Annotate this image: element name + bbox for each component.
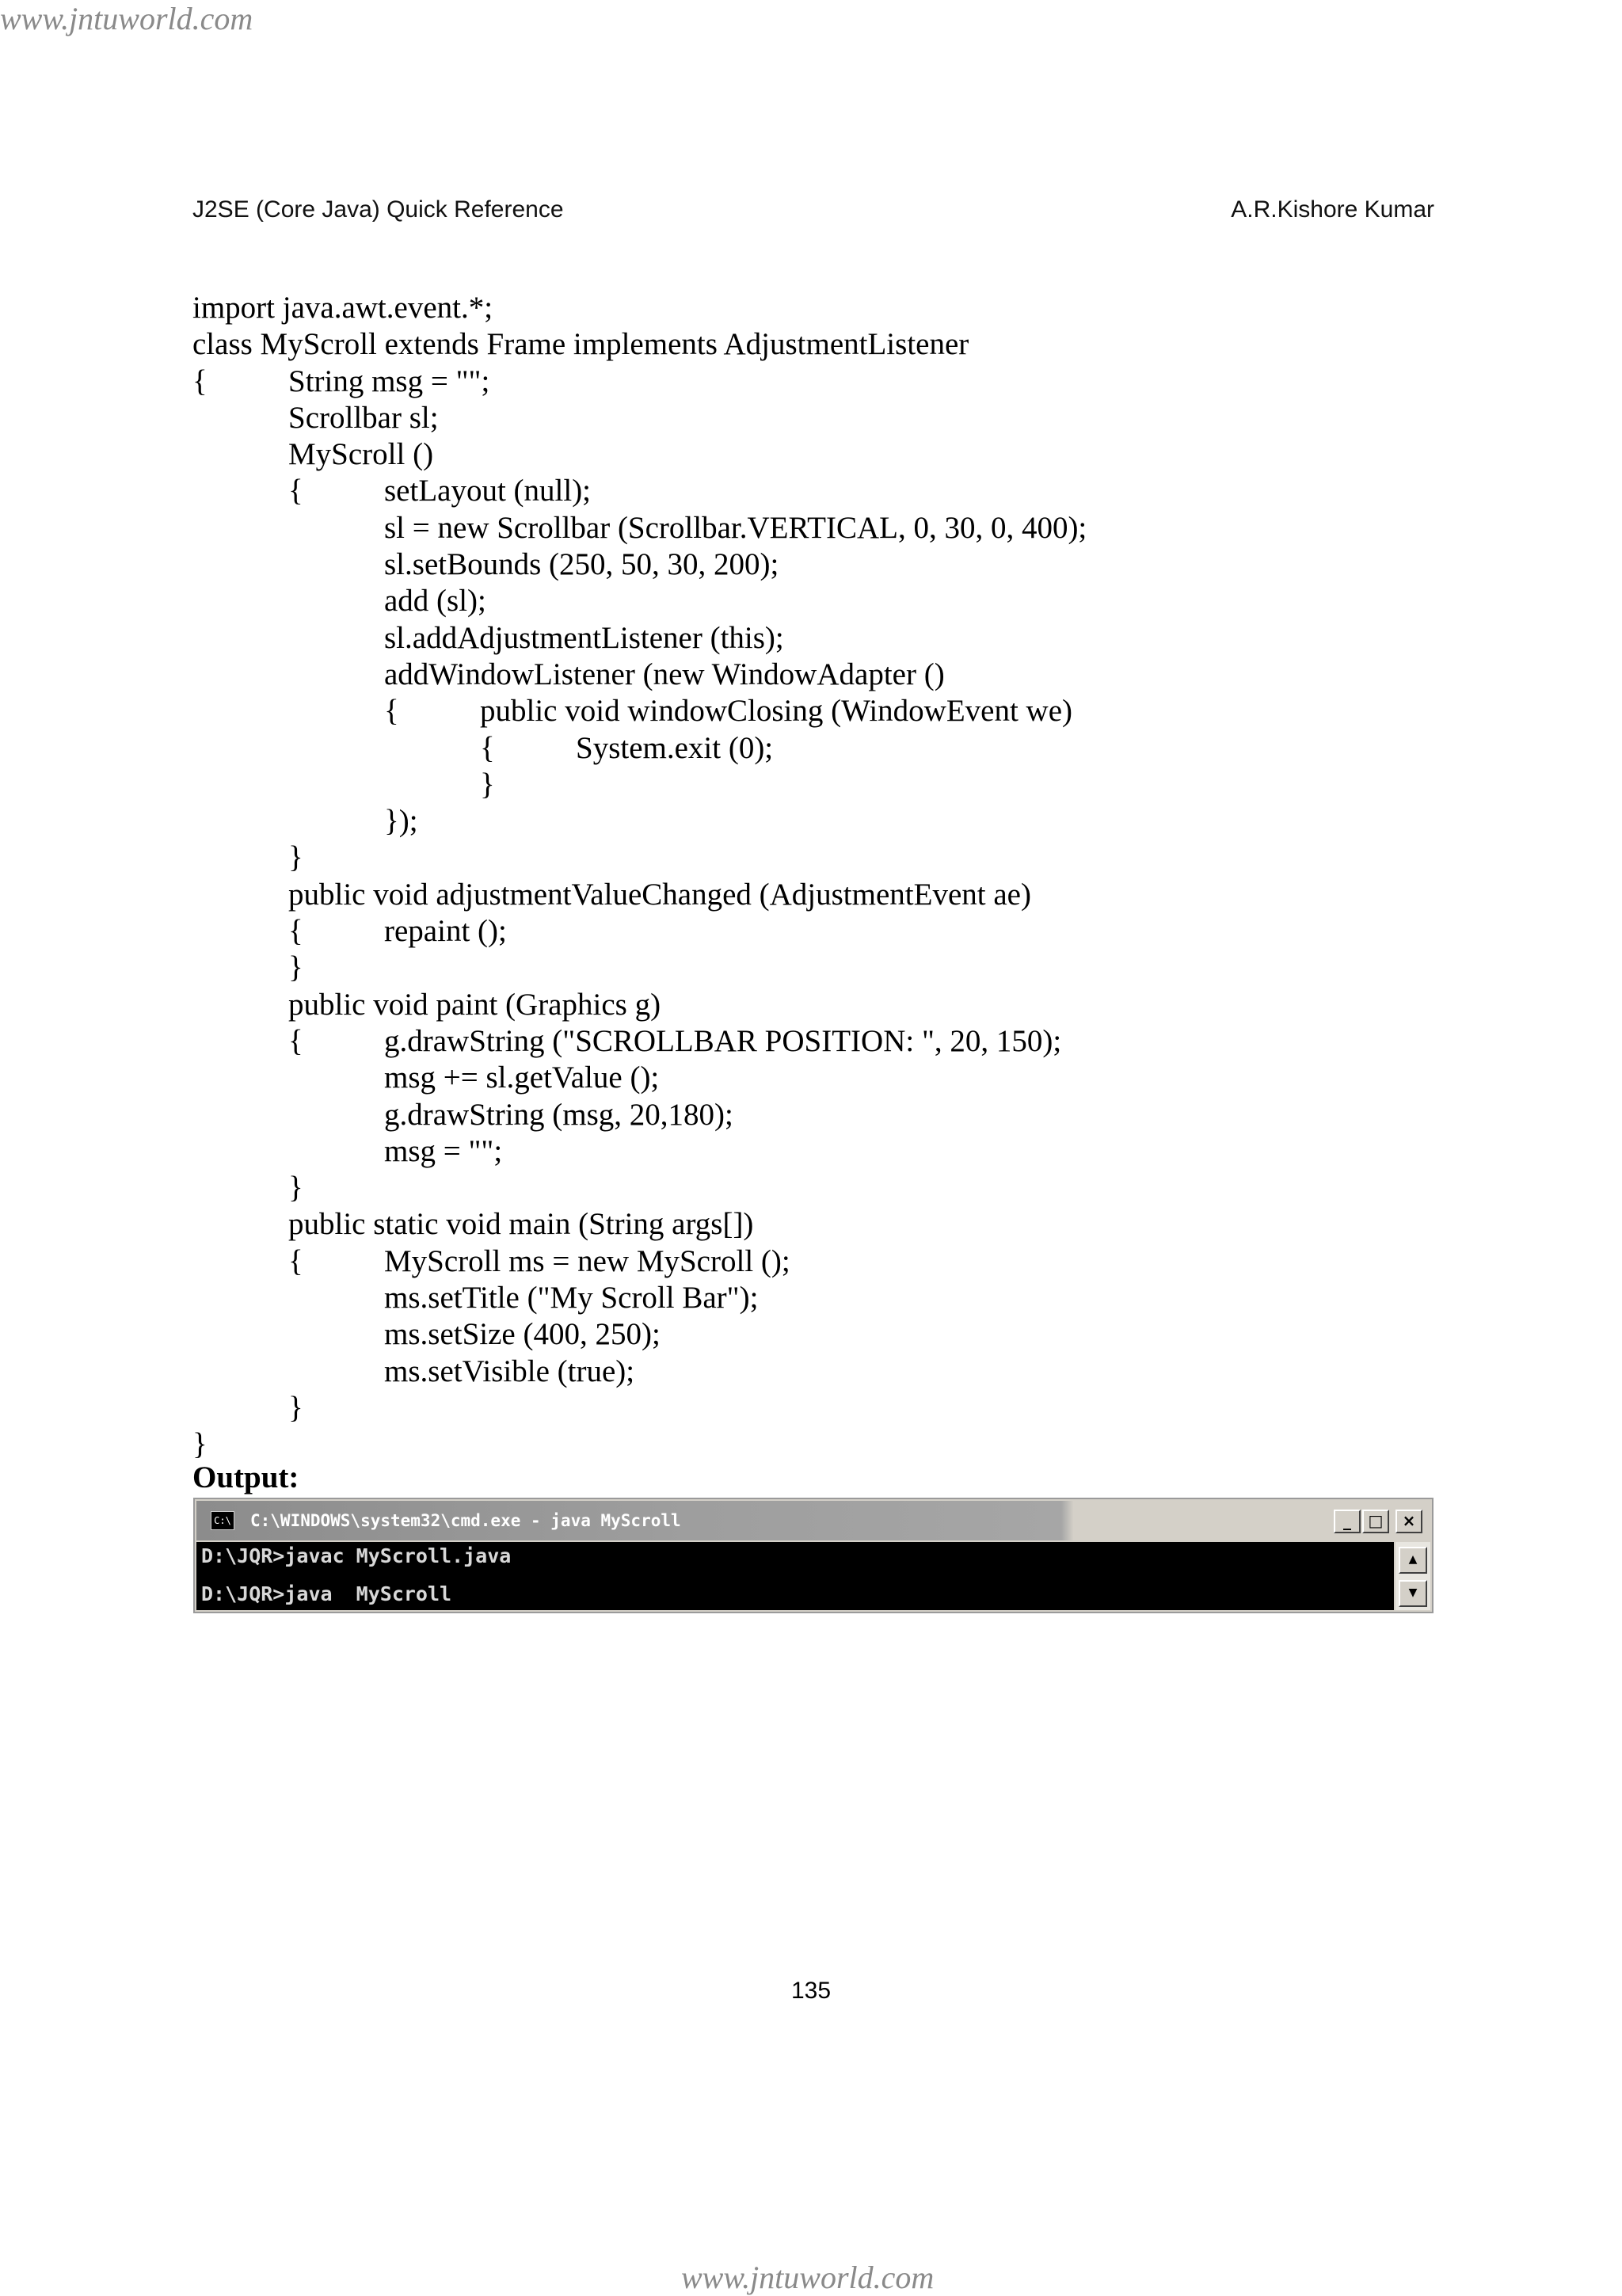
code-text: Scrollbar sl; — [288, 400, 439, 435]
header-book-title: J2SE (Core Java) Quick Reference — [192, 196, 564, 223]
console-window — [193, 1498, 1434, 1613]
code-line — [192, 400, 1434, 436]
code-line — [192, 693, 1434, 729]
code-text: setLayout (null); — [384, 474, 592, 508]
code-text: MyScroll () — [288, 437, 434, 472]
code-line — [192, 950, 1434, 986]
code-text: String msg = ""; — [288, 364, 490, 398]
code-line — [192, 1426, 1434, 1463]
code-brace: } — [288, 1390, 303, 1425]
code-text: g.drawString ("SCROLLBAR POSITION: ", 20, 150); — [384, 1023, 1062, 1058]
code-text: sl.setBounds (250, 50, 30, 200); — [384, 547, 779, 582]
code-line — [192, 730, 1434, 767]
watermark-bottom: www.jntuworld.com — [681, 2260, 935, 2295]
close-button[interactable]: × — [1395, 1510, 1422, 1533]
code-text: sl.addAdjustmentListener (this); — [384, 620, 784, 655]
code-brace: { — [288, 474, 303, 508]
code-line — [192, 1060, 1434, 1096]
code-listing — [192, 290, 1434, 1464]
code-line — [192, 1170, 1434, 1206]
code-text: repaint (); — [384, 914, 507, 949]
code-line — [192, 803, 1434, 840]
code-line — [192, 436, 1434, 473]
code-brace: { — [288, 914, 303, 949]
console-output[interactable] — [196, 1542, 1394, 1610]
code-text: class MyScroll extends Frame implements AdjustmentListener — [192, 327, 969, 362]
code-brace: }); — [384, 804, 418, 839]
code-text: public void adjustmentValueChanged (AdjustmentEvent ae) — [288, 877, 1031, 912]
running-header — [192, 196, 1434, 223]
code-brace: } — [288, 950, 303, 985]
code-brace: } — [192, 1427, 208, 1462]
maximize-button[interactable]: □ — [1362, 1510, 1389, 1533]
code-line — [192, 1243, 1434, 1280]
code-text: ms.setTitle ("My Scroll Bar"); — [384, 1281, 759, 1316]
code-line — [192, 987, 1434, 1023]
cmd-icon: C:\ — [211, 1511, 234, 1530]
code-line — [192, 1316, 1434, 1353]
code-line — [192, 913, 1434, 950]
code-text: addWindowListener (new WindowAdapter () — [384, 657, 945, 691]
code-line — [192, 546, 1434, 583]
code-brace: { — [480, 730, 495, 765]
scroll-up-arrow-icon[interactable]: ▲ — [1399, 1547, 1427, 1574]
code-text: add (sl); — [384, 584, 486, 619]
code-text: public void paint (Graphics g) — [288, 987, 661, 1022]
code-line — [192, 510, 1434, 546]
code-text: g.drawString (msg, 20,180); — [384, 1097, 733, 1132]
code-line — [192, 473, 1434, 509]
code-text: import java.awt.event.*; — [192, 291, 493, 325]
code-line — [192, 1280, 1434, 1316]
code-line — [192, 364, 1434, 400]
console-line: D:\JQR>java MyScroll — [201, 1582, 452, 1605]
console-titlebar[interactable] — [196, 1501, 1432, 1540]
console-title: C:\WINDOWS\system32\cmd.exe - java MyScroll — [250, 1511, 681, 1530]
code-brace: { — [288, 1243, 303, 1278]
code-line — [192, 583, 1434, 619]
code-line — [192, 840, 1434, 876]
code-brace: { — [384, 694, 399, 729]
code-line — [192, 877, 1434, 913]
code-brace: } — [288, 1171, 303, 1205]
code-line — [192, 1023, 1434, 1060]
watermark-top: www.jntuworld.com — [0, 1, 253, 36]
code-line — [192, 1354, 1434, 1390]
code-line — [192, 767, 1434, 803]
code-brace: { — [288, 1023, 303, 1058]
page-number: 135 — [790, 1978, 832, 2004]
console-line: D:\JQR>javac MyScroll.java — [201, 1544, 512, 1567]
code-line — [192, 1097, 1434, 1133]
console-scrollbar[interactable] — [1395, 1542, 1430, 1610]
code-brace: { — [192, 364, 208, 398]
code-text: ms.setSize (400, 250); — [384, 1317, 661, 1352]
code-line — [192, 657, 1434, 693]
minimize-button[interactable]: _ — [1334, 1510, 1361, 1533]
code-text: public void windowClosing (WindowEvent we) — [480, 694, 1073, 729]
code-text: public static void main (String args[]) — [288, 1207, 754, 1242]
scroll-down-arrow-icon[interactable]: ▼ — [1399, 1580, 1427, 1607]
code-text: System.exit (0); — [576, 730, 774, 765]
header-author: A.R.Kishore Kumar — [1231, 196, 1434, 223]
code-line — [192, 290, 1434, 326]
code-brace: } — [288, 840, 303, 875]
code-text: msg += sl.getValue (); — [384, 1060, 660, 1095]
code-line — [192, 620, 1434, 657]
code-text: MyScroll ms = new MyScroll (); — [384, 1243, 790, 1278]
code-line — [192, 1133, 1434, 1170]
code-line — [192, 326, 1434, 363]
code-line — [192, 1206, 1434, 1243]
code-line — [192, 1390, 1434, 1426]
code-text: msg = ""; — [384, 1133, 503, 1168]
code-brace: } — [480, 767, 495, 802]
code-text: ms.setVisible (true); — [384, 1354, 635, 1388]
output-label: Output: — [192, 1460, 299, 1494]
code-text: sl = new Scrollbar (Scrollbar.VERTICAL, 0, 30, 0, 400); — [384, 510, 1087, 545]
